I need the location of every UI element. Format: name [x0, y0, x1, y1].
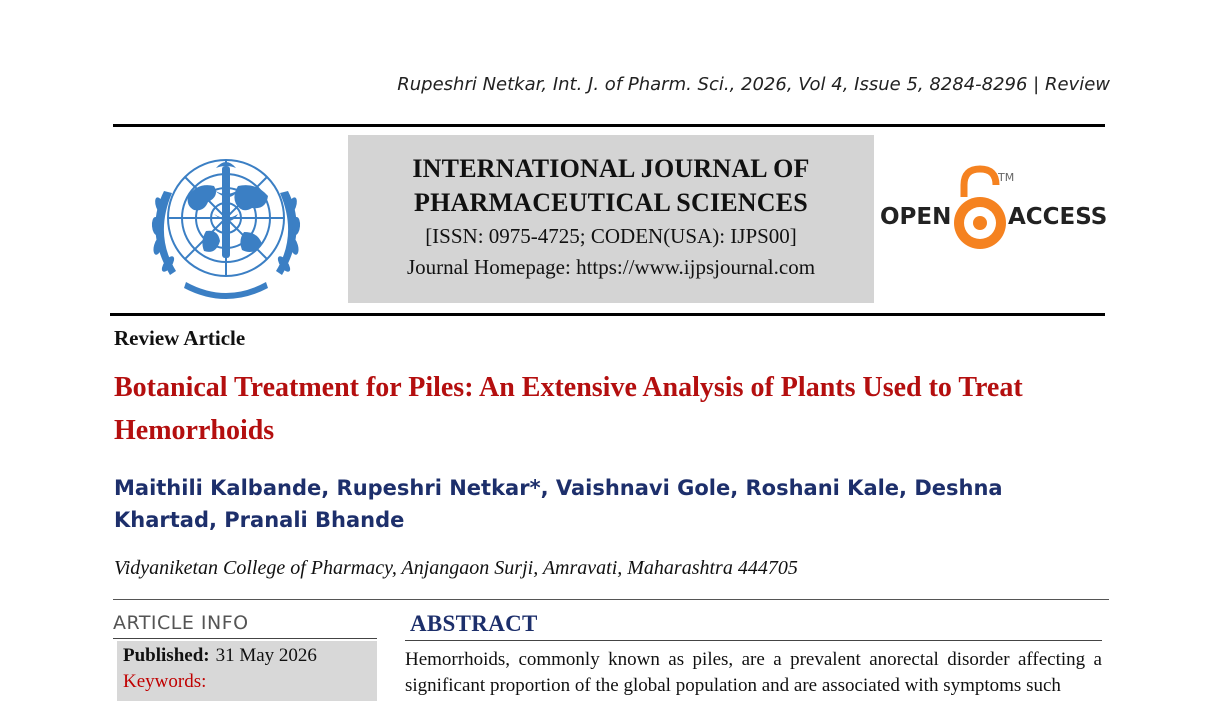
article-info-heading: ARTICLE INFO	[113, 612, 249, 634]
published-line	[123, 645, 317, 667]
journal-issn: [ISSN: 0975-4725; CODEN(USA): IJPS00]	[425, 224, 797, 248]
abstract-text: Hemorrhoids, commonly known as piles, are a prevalent anorectal disorder affecting a significant proportion of the global population and are associated with symptoms such	[405, 649, 1102, 696]
journal-title-line1: INTERNATIONAL JOURNAL OF	[412, 154, 810, 183]
article-title: Botanical Treatment for Piles: An Extensive Analysis of Plants Used to Treat Hemorrhoids	[114, 372, 1023, 446]
keywords-label: Keywords:	[123, 671, 207, 692]
journal-homepage[interactable]: Journal Homepage: https://www.ijpsjournal.com	[406, 255, 816, 279]
running-head: Rupeshri Netkar, Int. J. of Pharm. Sci., 2026, Vol 4, Issue 5, 8284-8296 | Review	[397, 74, 1110, 95]
article-type: Review Article	[114, 326, 246, 350]
affiliation-divider	[113, 599, 1109, 600]
journal-masthead	[348, 135, 874, 303]
article-authors: Maithili Kalbande, Rupeshri Netkar*, Vaishnavi Gole, Roshani Kale, Deshna Khartad, Pranali Bhande	[114, 476, 1003, 532]
article-affiliation: Vidyaniketan College of Pharmacy, Anjangaon Surji, Amravati, Maharashtra 444705	[114, 557, 798, 579]
open-access-tm: TM	[998, 171, 1015, 184]
open-access-logo	[880, 165, 1110, 255]
header-rule-top	[113, 124, 1105, 127]
abstract-heading: ABSTRACT	[410, 611, 538, 636]
published-date: 31 May 2026	[215, 645, 317, 666]
open-access-left-text: OPEN	[880, 204, 952, 230]
abstract-rule	[405, 640, 1102, 641]
open-access-right-text: ACCESS	[1008, 204, 1108, 230]
journal-title-line2: PHARMACEUTICAL SCIENCES	[414, 188, 808, 217]
un-emblem-logo	[126, 136, 326, 306]
article-info-rule	[113, 638, 377, 639]
header-rule-bottom	[110, 313, 1105, 316]
published-label: Published:	[123, 645, 210, 666]
